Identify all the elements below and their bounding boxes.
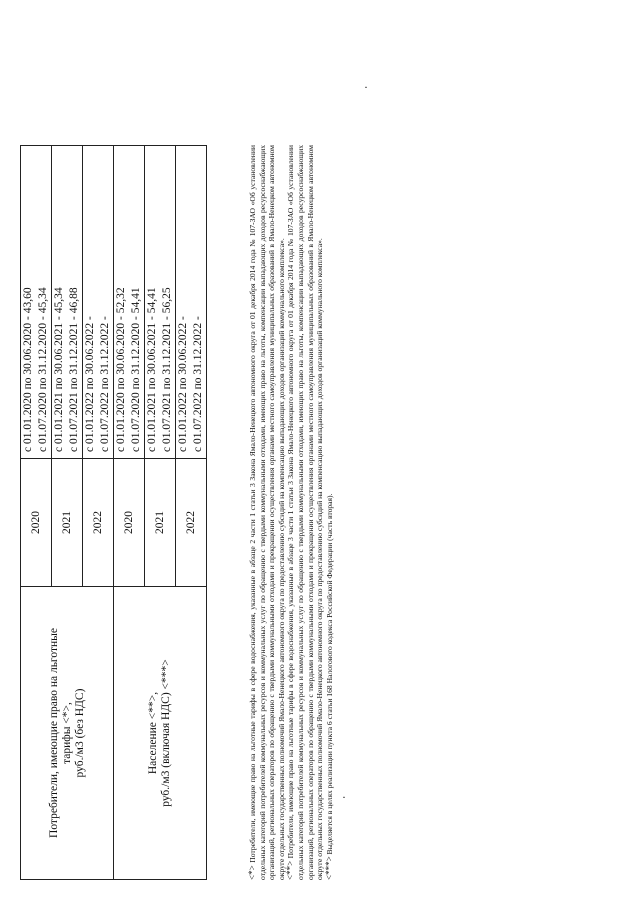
year-cell: 2021 [52, 459, 83, 587]
category-line: Население <**>, [147, 691, 159, 775]
period-cell [21, 146, 52, 459]
period-line: с 01.01.2020 по 30.06.2020 - 43,60 [22, 287, 34, 452]
period-line: с 01.07.2022 по 31.12.2022 - [99, 316, 111, 452]
period-line: с 01.01.2021 по 30.06.2021 - 45,34 [53, 287, 65, 452]
table-row [114, 146, 145, 880]
period-cell [114, 146, 145, 459]
footnote-text: Потребители, имеющие право на льготные тарифы в сфере водоснабжения, указанные в абзаце 3 части 1 статьи 3 Закона Ямало-Ненецкого автономного округа от 01 декабря 2014 года № 107-ЗАО «Об установлении отдельных категорий потребителей коммунальных ресурсов и коммунальных услуг по обращению с твердыми коммунальными отходами, имеющих право на льготы, компенсации выпадающих доходов ресурсоснабжающих организаций, региональных операторов по обращению с твердыми коммунальными отходами и прекращении осуществления органами местного самоуправления муниципальных образований в Ямало-Ненецком автономном округе отдельных государственных полномочий Ямало-Ненецкого автономного округа по предоставлению субсидий на компенсацию выпадающих доходов организаций коммунального комплекса». [286, 145, 325, 880]
period-line: с 01.07.2021 по 31.12.2021 - 46,88 [68, 287, 80, 452]
footnote-text: Выделяется в целях реализации пункта 6 статьи 168 Налогового кодекса Российской Федерации (часть вторая). [324, 493, 334, 855]
footnote-marker: <*> [247, 865, 257, 880]
period-cell [176, 146, 207, 459]
table-row [21, 146, 52, 880]
category-line: Потребители, имеющие право на льготные [47, 628, 60, 838]
footnote [325, 145, 335, 880]
period-line: с 01.07.2020 по 31.12.2020 - 45,34 [37, 287, 49, 452]
period-line: с 01.01.2021 по 30.06.2021 - 54,41 [146, 287, 158, 452]
rotated-sheet [20, 20, 620, 880]
year-cell: 2021 [145, 459, 176, 587]
footnote [286, 145, 324, 880]
period-line: с 01.01.2022 по 30.06.2022 - [84, 316, 96, 452]
period-line: с 01.07.2021 по 31.12.2021 - 56,25 [161, 287, 173, 452]
footnote [248, 145, 286, 880]
footnote-marker: <**> [285, 860, 296, 880]
tariff-table [20, 145, 207, 880]
category-line: тарифы <*>, [60, 702, 73, 764]
year-cell: 2022 [83, 459, 114, 587]
period-cell [145, 146, 176, 459]
category-line: руб./м3 (включая НДС) <***> [160, 659, 172, 807]
year-cell: 2020 [21, 459, 52, 587]
year-cell: 2020 [114, 459, 145, 587]
footnote-marker: <***> [323, 856, 334, 880]
scan-speck: · [342, 790, 346, 804]
period-line: с 01.07.2020 по 31.12.2020 - 54,41 [130, 287, 142, 452]
category-cell-population [114, 587, 207, 880]
category-line: руб./м3 (без НДС) [73, 688, 86, 778]
period-cell [83, 146, 114, 459]
period-line: с 01.01.2022 по 30.06.2022 - [177, 316, 189, 452]
period-cell [52, 146, 83, 459]
scan-speck: · [364, 80, 368, 94]
footnote-text: Потребители, имеющие право на льготные тарифы в сфере водоснабжения, указанные в абзаце 2 части 1 статьи 3 Закона Ямало-Ненецкого автономного округа от 01 декабря 2014 года № 107-ЗАО «Об установлении отдельных категорий потребителей коммунальных ресурсов и коммунальных услуг по обращению с твердыми коммунальными отходами, имеющих право на льготы, компенсации выпадающих доходов ресурсоснабжающих организаций, региональных операторов по обращению с твердыми коммунальными отходами и прекращении осуществления органами местного самоуправления муниципальных образований в Ямало-Ненецком автономном округе отдельных государственных полномочий Ямало-Ненецкого автономного округа по предоставлению субсидий на компенсацию выпадающих доходов организаций коммунального комплекса». [248, 145, 286, 880]
footnotes [248, 145, 334, 880]
period-line: с 01.07.2022 по 31.12.2022 - [192, 316, 204, 452]
period-line: с 01.01.2020 по 30.06.2020 - 52,32 [115, 287, 127, 452]
category-cell-preferential [21, 587, 114, 880]
year-cell: 2022 [176, 459, 207, 587]
